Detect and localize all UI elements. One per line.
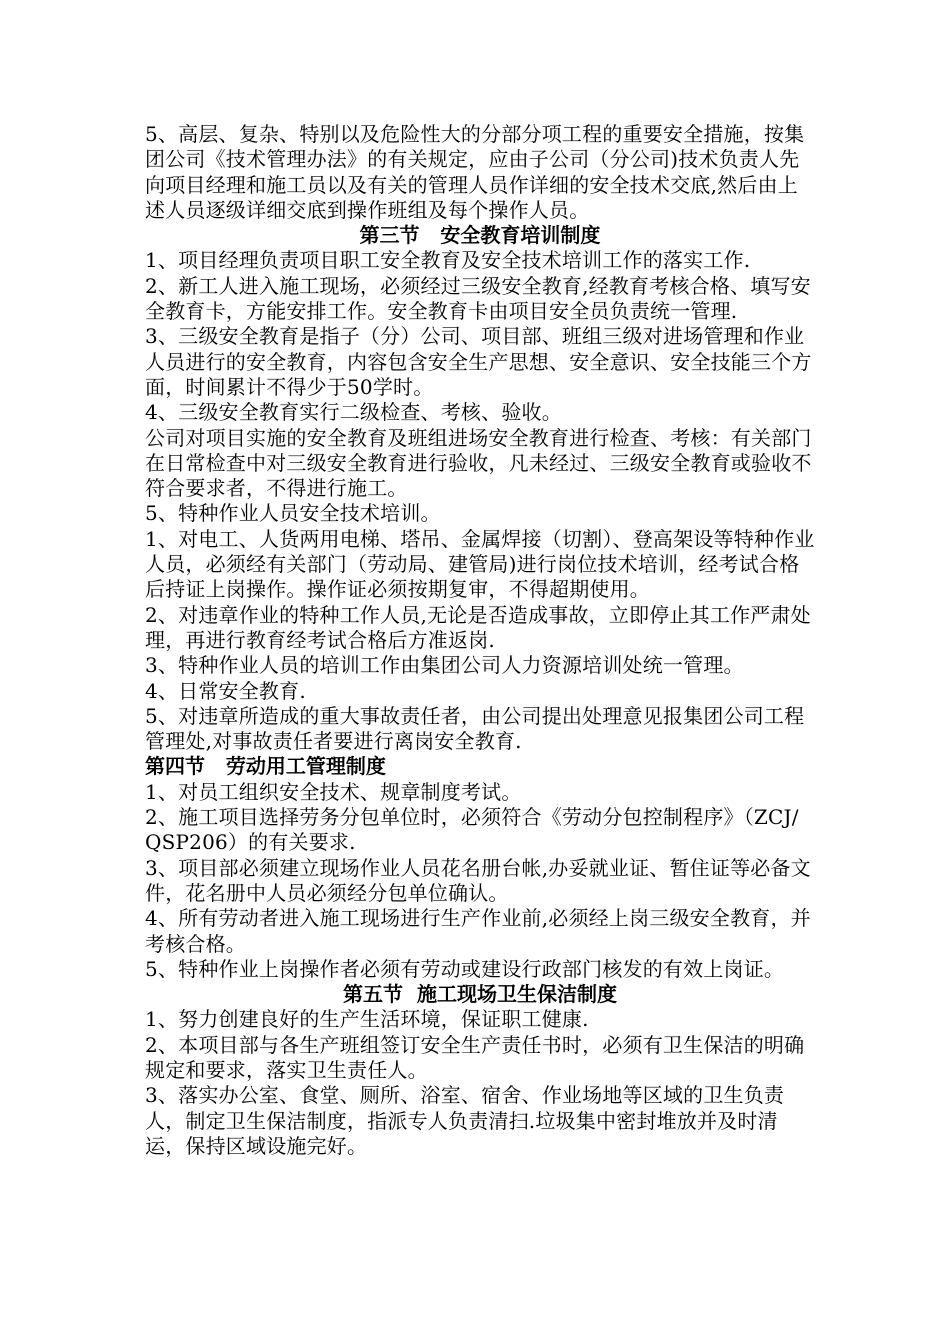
paragraph: 5、特种作业上岗操作者必须有劳动或建设行政部门核发的有效上岗证。 (145, 956, 785, 981)
paragraph: 5、特种作业人员安全技术培训。 (145, 501, 441, 526)
paragraph: 3、三级安全教育是指子（分）公司、项目部、班组三级对进场管理和作业人员进行的安全教育，内容包含安全生产思想、安全意识、安全技能三个方面，时间累计不得少于50学时。 (145, 324, 812, 399)
paragraph: 1、对员工组织安全技术、规章制度考试。 (145, 779, 522, 804)
paragraph: 1、对电工、人货两用电梯、塔吊、金属焊接（切割）、登高架设等特种作业人员，必须经有关部门（劳动局、建管局)进行岗位技术培训，经考试合格后持证上岗操作。操作证必须按期复审，不得超期使用。 (145, 526, 815, 602)
paragraph: 3、落实办公室、食堂、厕所、浴室、宿舍、作业场地等区域的卫生负责人，制定卫生保洁制度，指派专人负责清扫.垃圾集中密封堆放并及时清运，保持区域设施完好。 (145, 1083, 785, 1158)
paragraph: 3、特种作业人员的培训工作由集团公司人力资源培训处统一管理。 (145, 653, 744, 678)
paragraph: 3、项目部必须建立现场作业人员花名册台帐,办妥就业证、暂住证等必备文件，花名册中人员必须经分包单位确认。 (145, 855, 811, 905)
paragraph: 2、新工人进入施工现场，必须经过三级安全教育,经教育考核合格、填写安全教育卡，方能安排工作。安全教育卡由项目安全员负责统一管理. (145, 273, 811, 324)
paragraph: 1、努力创建良好的生产生活环境，保证职工健康. (145, 1007, 589, 1032)
section-heading-3: 第三节 安全教育培训制度 (359, 223, 601, 248)
document-body (145, 122, 815, 1159)
paragraph: 4、日常安全教育. (145, 678, 306, 703)
paragraph: 公司对项目实施的安全教育及班组进场安全教育进行检查、考核：有关部门在日常检查中对三级安全教育进行验收，凡未经过、三级安全教育或验收不符合要求者，不得进行施工。 (145, 425, 812, 501)
paragraph: 2、施工项目选择劳务分包单位时，必须符合《劳动分包控制程序》（ZCJ/QSP206）的有关要求. (145, 805, 799, 855)
section-heading-4: 第四节 劳动用工管理制度 (145, 754, 386, 779)
paragraph: 1、项目经理负责项目职工安全教育及安全技术培训工作的落实工作. (145, 248, 751, 273)
paragraph: 4、三级安全教育实行二级检查、考核、验收。 (145, 400, 562, 425)
paragraph: 5、高层、复杂、特别以及危险性大的分部分项工程的重要安全措施，按集团公司《技术管理办法》的有关规定，应由子公司（分公司)技术负责人先向项目经理和施工员以及有关的管理人员作详细的安全技术交底,然后由上述人员逐级详细交底到操作班组及每个操作人员。 (145, 122, 805, 222)
paragraph: 2、本项目部与各生产班组签订安全生产责任书时，必须有卫生保洁的明确规定和要求，落实卫生责任人。 (145, 1032, 805, 1082)
paragraph: 2、对违章作业的特种工作人员,无论是否造成事故，立即停止其工作严肃处理，再进行教育经考试合格后方准返岗. (145, 602, 811, 652)
paragraph: 5、对违章所造成的重大事故责任者，由公司提出处理意见报集团公司工程管理处,对事故责任者要进行离岗安全教育. (145, 703, 805, 754)
section-heading-5: 第五节 施工现场卫生保洁制度 (343, 982, 617, 1007)
paragraph: 4、所有劳动者进入施工现场进行生产作业前,必须经上岗三级安全教育，并考核合格。 (145, 906, 811, 956)
